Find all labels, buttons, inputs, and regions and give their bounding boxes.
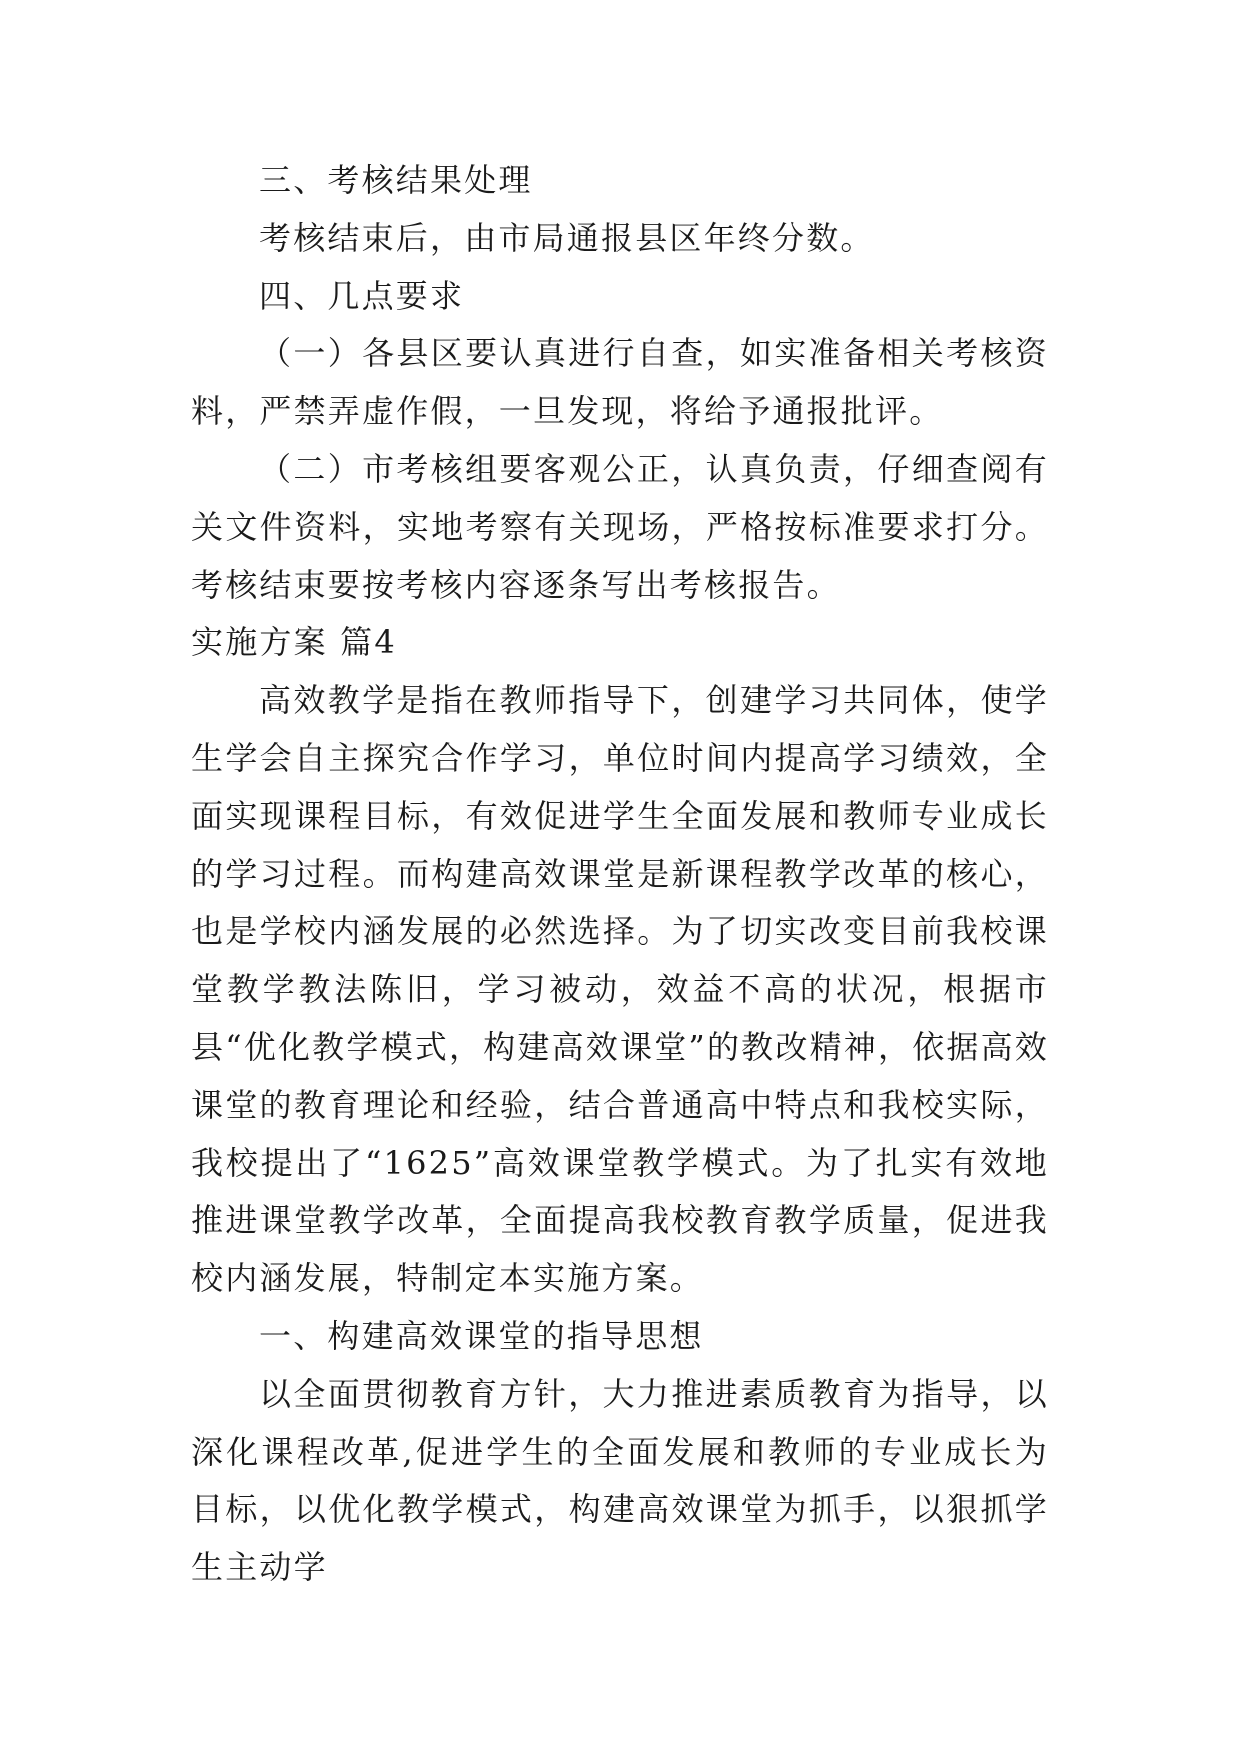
section-3-body: 考核结束后，由市局通报县区年终分数。 [259, 218, 875, 257]
section-4-item-2: （二）市考核组要客观公正，认真负责，仔细查阅有关文件资料，实地考察有关现场，严格按标准要求打分。考核结束要按考核内容逐条写出考核报告。 [191, 449, 1049, 604]
plan-4-section-1-heading: 一、构建高效课堂的指导思想 [259, 1316, 704, 1355]
section-4-item-1: （一）各县区要认真进行自查，如实准备相关考核资料，严禁弄虚作假，一旦发现，将给予通报批评。 [191, 334, 1049, 431]
document-body [191, 152, 1049, 1597]
section-4-heading: 四、几点要求 [259, 276, 465, 315]
plan-4-title: 实施方案 篇4 [191, 623, 397, 662]
section-3-heading: 三、考核结果处理 [259, 161, 533, 199]
plan-4-intro: 高效教学是指在教师指导下，创建学习共同体，使学生学会自主探究合作学习，单位时间内提高学习绩效，全面实现课程目标，有效促进学生全面发展和教师专业成长的学习过程。而构建高效课堂是新课程教学改革的核心，也是学校内涵发展的必然选择。为了切实改变目前我校课堂教学教法陈旧，学习被动，效益不高的状况，根据市县“优化教学模式，构建高效课堂”的教改精神，依据高效课堂的教育理论和经验，结合普通高中特点和我校实际，我校提出了“1625”高效课堂教学模式。为了扎实有效地推进课堂教学改革，全面提高我校教育教学质量，促进我校内涵发展，特制定本实施方案。 [191, 681, 1049, 1298]
plan-4-section-1-body: 以全面贯彻教育方针，大力推进素质教育为指导，以深化课程改革,促进学生的全面发展和教师的专业成长为目标，以优化教学模式，构建高效课堂为抓手，以狠抓学生主动学 [191, 1374, 1049, 1587]
